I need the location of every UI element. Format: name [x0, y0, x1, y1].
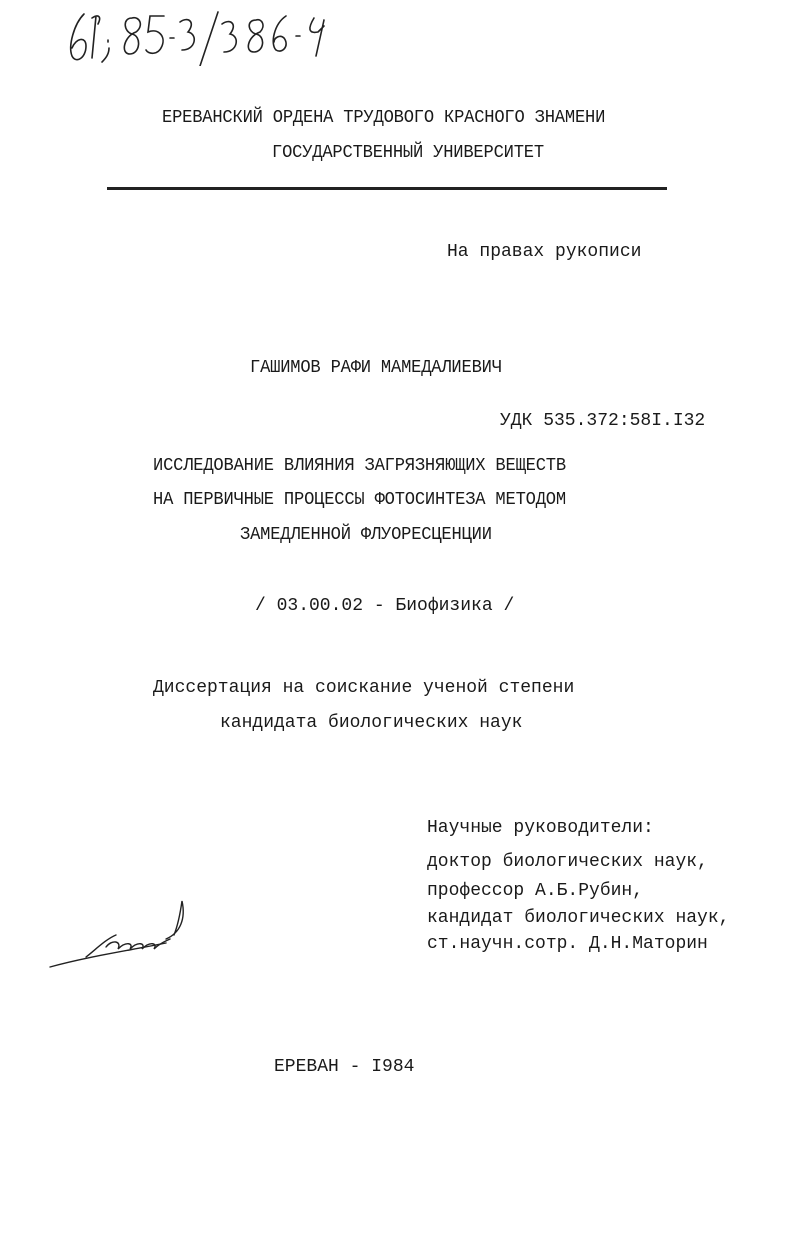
author-name: ГАШИМОВ РАФИ МАМЕДАЛИЕВИЧ: [250, 358, 502, 378]
title-line-3: ЗАМЕДЛЕННОЙ ФЛУОРЕСЦЕНЦИИ: [240, 525, 492, 545]
institution-line-1: ЕРЕВАНСКИЙ ОРДЕНА ТРУДОВОГО КРАСНОГО ЗНАМЕНИ: [162, 108, 606, 128]
author-signature: [46, 895, 196, 981]
supervisor-line: ст.научн.сотр. Д.Н.Маторин: [427, 934, 708, 954]
degree-line-1: Диссертация на соискание ученой степени: [153, 678, 575, 698]
header-divider: [107, 187, 667, 190]
title-line-2: НА ПЕРВИЧНЫЕ ПРОЦЕССЫ ФОТОСИНТЕЗА МЕТОДОМ: [153, 490, 566, 510]
udc-code: УДК 535.372:58I.I32: [500, 411, 706, 431]
supervisors-heading: Научные руководители:: [427, 818, 654, 838]
supervisor-line: доктор биологических наук,: [427, 852, 708, 872]
specialty-code: / 03.00.02 - Биофизика /: [255, 596, 515, 616]
supervisor-line: кандидат биологических наук,: [427, 908, 730, 928]
supervisor-line: профессор А.Б.Рубин,: [427, 881, 644, 901]
degree-line-2: кандидата биологических наук: [220, 713, 523, 733]
place-and-year: ЕРЕВАН - I984: [274, 1057, 415, 1077]
title-line-1: ИССЛЕДОВАНИЕ ВЛИЯНИЯ ЗАГРЯЗНЯЮЩИХ ВЕЩЕСТВ: [153, 456, 566, 476]
handwritten-catalog-number: [62, 6, 332, 72]
institution-line-2: ГОСУДАРСТВЕННЫЙ УНИВЕРСИТЕТ: [272, 143, 544, 163]
rights-note: На правах рукописи: [447, 242, 642, 262]
